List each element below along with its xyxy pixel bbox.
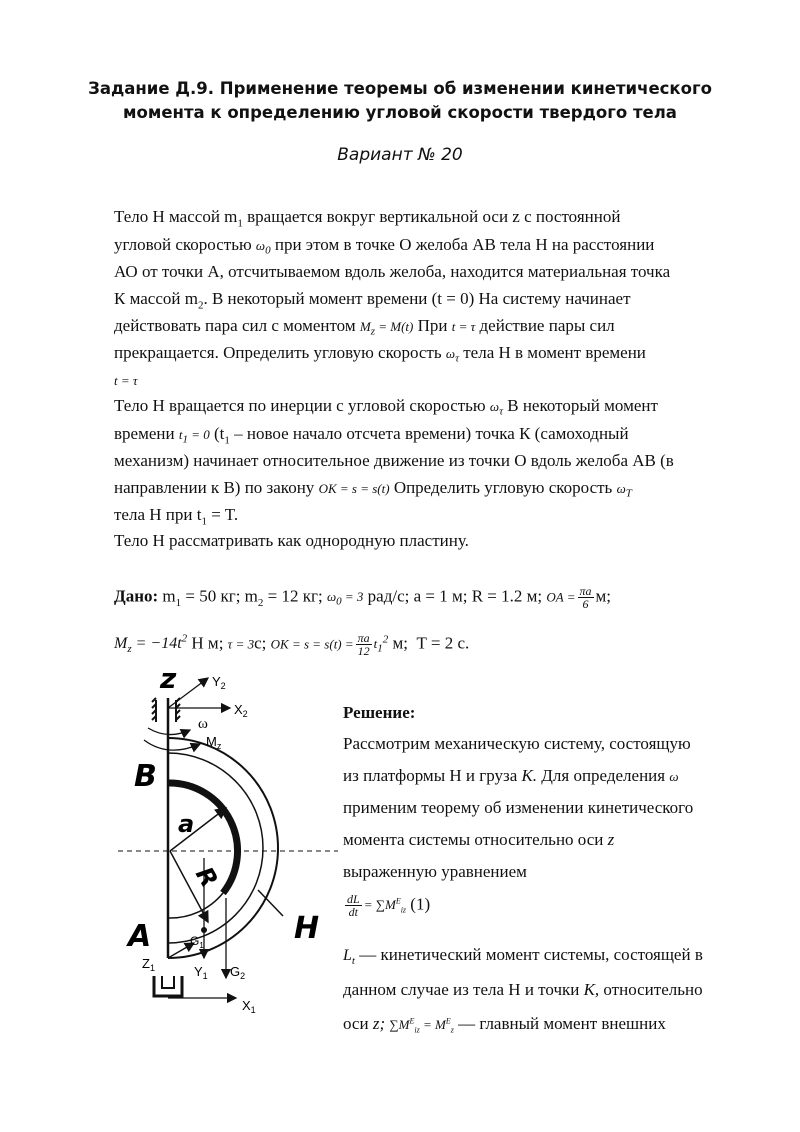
problem-line: t = τ: [114, 373, 138, 388]
solution-header: Решение:: [343, 703, 416, 722]
label-g1: $G_1$: [190, 934, 204, 950]
label-b: B: [134, 759, 157, 794]
problem-line: тела Н при $t_1 = T$.: [114, 505, 239, 528]
solution-line: момента системы относительно оси z: [343, 830, 615, 849]
solution-line: из платформы Н и груза К. Для определения ω: [343, 766, 679, 785]
problem-line: К массой $m_2$. В некоторый момент времени (t = 0) На систему начинает: [114, 289, 631, 312]
solution-line: применим теорему об изменении кинетического: [343, 798, 694, 817]
problem-line: АО от точки А, отсчитываемом вдоль желоба, находится материальная точка: [114, 262, 671, 281]
label-mz: $M_z$: [206, 734, 222, 751]
problem-line: действовать пара сил с моментом $M_z = M(t)$ При t = τ действие пары сил: [114, 316, 615, 338]
problem-line: угловой скоростью $\omega_0$ при этом в точке О желоба АВ тела Н на расстоянии: [114, 235, 655, 257]
solution-line: выраженную уравнением: [343, 862, 527, 881]
label-x2: $X_2$: [234, 702, 248, 719]
solution-line: данном случае из тела Н и точки К, относительно: [343, 980, 703, 999]
equation-1: $\frac{dL}{dt}$ = $\sum M^E_{iz}$ (1): [347, 892, 431, 919]
bottom-bearing: [154, 976, 182, 996]
problem-line: направлении к В) по закону OK = s = s(t) Определить угловую скорость $\omega_T$: [114, 478, 632, 500]
label-a: a: [178, 810, 195, 838]
given-line-1: Дано: $m_1 = 50$ кг; $m_2 = 12$ кг; $\omega_0 = 3$ рад/с; a = 1 м; R = 1.2 м; OA = $\frac{\pi a}{6}$ м;: [114, 584, 612, 611]
label-x1: $X_1$: [242, 998, 256, 1015]
label-a-point: A: [128, 919, 152, 954]
label-omega: ω: [198, 716, 208, 732]
mechanism-diagram: [118, 658, 348, 1028]
variant-label: Вариант № 20: [337, 145, 463, 165]
given-line-2: $M_z = -14t^2$ Н м; τ = 3с; OK = s = s(t) = $\frac{\pi a}{12}$ $t_1^2$ м; T = 2 с.: [114, 631, 470, 658]
label-y2: $Y_2$: [212, 674, 226, 691]
solution-line: $L_t$ — кинетический момент системы, состоящей в: [343, 945, 703, 968]
solution-line: Рассмотрим механическую систему, состоящую: [343, 734, 691, 753]
problem-line: Тело Н рассматривать как однородную пластину.: [114, 531, 469, 550]
problem-line: Тело Н массой $m_1$ вращается вокруг вертикальной оси z с постоянной: [114, 207, 621, 230]
page-title: [60, 77, 740, 125]
label-g2: $G_2$: [230, 964, 246, 981]
title-line-2: момента к определению угловой скорости твердого тела: [123, 103, 677, 122]
label-y1: $Y_1$: [194, 964, 208, 981]
label-h: H: [294, 911, 320, 946]
label-r: R: [189, 862, 224, 893]
problem-line: механизм) начинает относительное движение из точки О вдоль желоба АВ (в: [114, 451, 674, 470]
problem-line: прекращается. Определить угловую скорость $\omega_\tau$ тела Н в момент времени: [114, 343, 646, 365]
problem-line: Тело Н вращается по инерции с угловой скоростью $\omega_\tau$ В некоторый момент: [114, 396, 658, 418]
label-z1: $Z_1$: [142, 956, 155, 973]
title-line-1: Задание Д.9. Применение теоремы об изменении кинетического: [88, 79, 712, 98]
solution-line: оси z; $\sum M^E_{iz} = M^E_z$ — главный момент внешних: [343, 1014, 666, 1035]
problem-line: времени $t_1 = 0$ ($t_1$ – новое начало отсчета времени) точка К (самоходный: [114, 424, 629, 447]
label-z: z: [160, 662, 177, 695]
